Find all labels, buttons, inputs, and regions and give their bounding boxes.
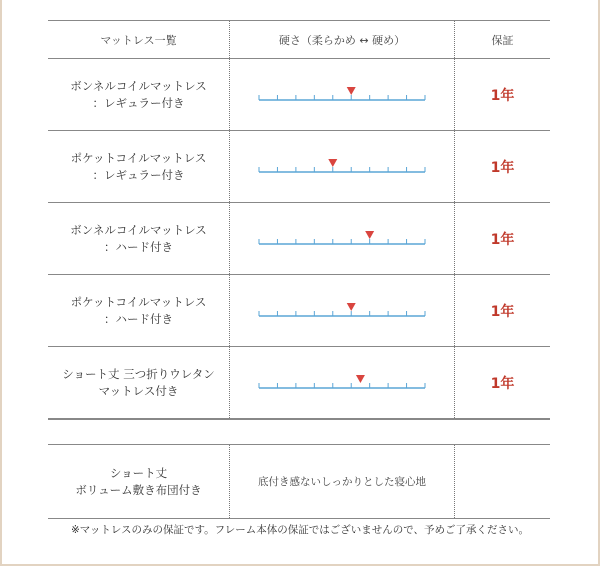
mattress-name: ポケットコイルマットレス ：レギュラー付き	[70, 150, 207, 182]
firmness-marker-icon	[347, 303, 356, 311]
extra-item-name: ショート丈 ボリューム敷き布団付き	[75, 465, 202, 497]
firmness-marker-icon	[328, 159, 337, 167]
extra-item-row	[48, 444, 550, 519]
frame-left-border	[0, 0, 2, 566]
warranty-value: 1年	[490, 87, 515, 104]
mattress-name: ボンネルコイルマットレス ：レギュラー付き	[70, 78, 207, 110]
firmness-scale-graphic	[258, 228, 426, 250]
firmness-scale-graphic	[258, 372, 426, 394]
firmness-scale-graphic	[258, 84, 426, 106]
table-header-row	[48, 20, 550, 58]
table-spacer	[48, 419, 550, 444]
mattress-name: ショート丈 三つ折りウレタン マットレス付き	[62, 366, 215, 398]
table-row	[48, 202, 550, 274]
header-mattress-list: マットレス一覧	[48, 21, 230, 58]
table-row	[48, 274, 550, 346]
extra-item-description: 底付き感ないしっかりとした寝心地	[258, 476, 426, 488]
firmness-scale	[258, 372, 426, 394]
warranty-value: 1年	[490, 231, 515, 248]
table-row	[48, 58, 550, 130]
firmness-marker-icon	[365, 231, 374, 239]
header-warranty: 保証	[491, 33, 514, 47]
mattress-comparison-table	[48, 20, 550, 519]
firmness-marker-icon	[356, 375, 365, 383]
warranty-value: 1年	[490, 375, 515, 392]
warranty-value: 1年	[490, 303, 515, 320]
footnote: ※マットレスのみの保証です。フレーム本体の保証ではございませんので、予めご了承ください。	[70, 524, 530, 536]
firmness-scale-graphic	[258, 156, 426, 178]
table-row	[48, 346, 550, 419]
mattress-name: ポケットコイルマットレス ：ハード付き	[70, 294, 207, 326]
firmness-marker-icon	[347, 87, 356, 95]
firmness-scale-graphic	[258, 300, 426, 322]
firmness-scale	[258, 84, 426, 106]
firmness-scale	[258, 228, 426, 250]
warranty-value: 1年	[490, 159, 515, 176]
table-row	[48, 130, 550, 202]
header-firmness: 硬さ（柔らかめ ↔ 硬め）	[230, 21, 455, 58]
firmness-scale	[258, 300, 426, 322]
firmness-scale	[258, 156, 426, 178]
mattress-name: ボンネルコイルマットレス ：ハード付き	[70, 222, 207, 254]
